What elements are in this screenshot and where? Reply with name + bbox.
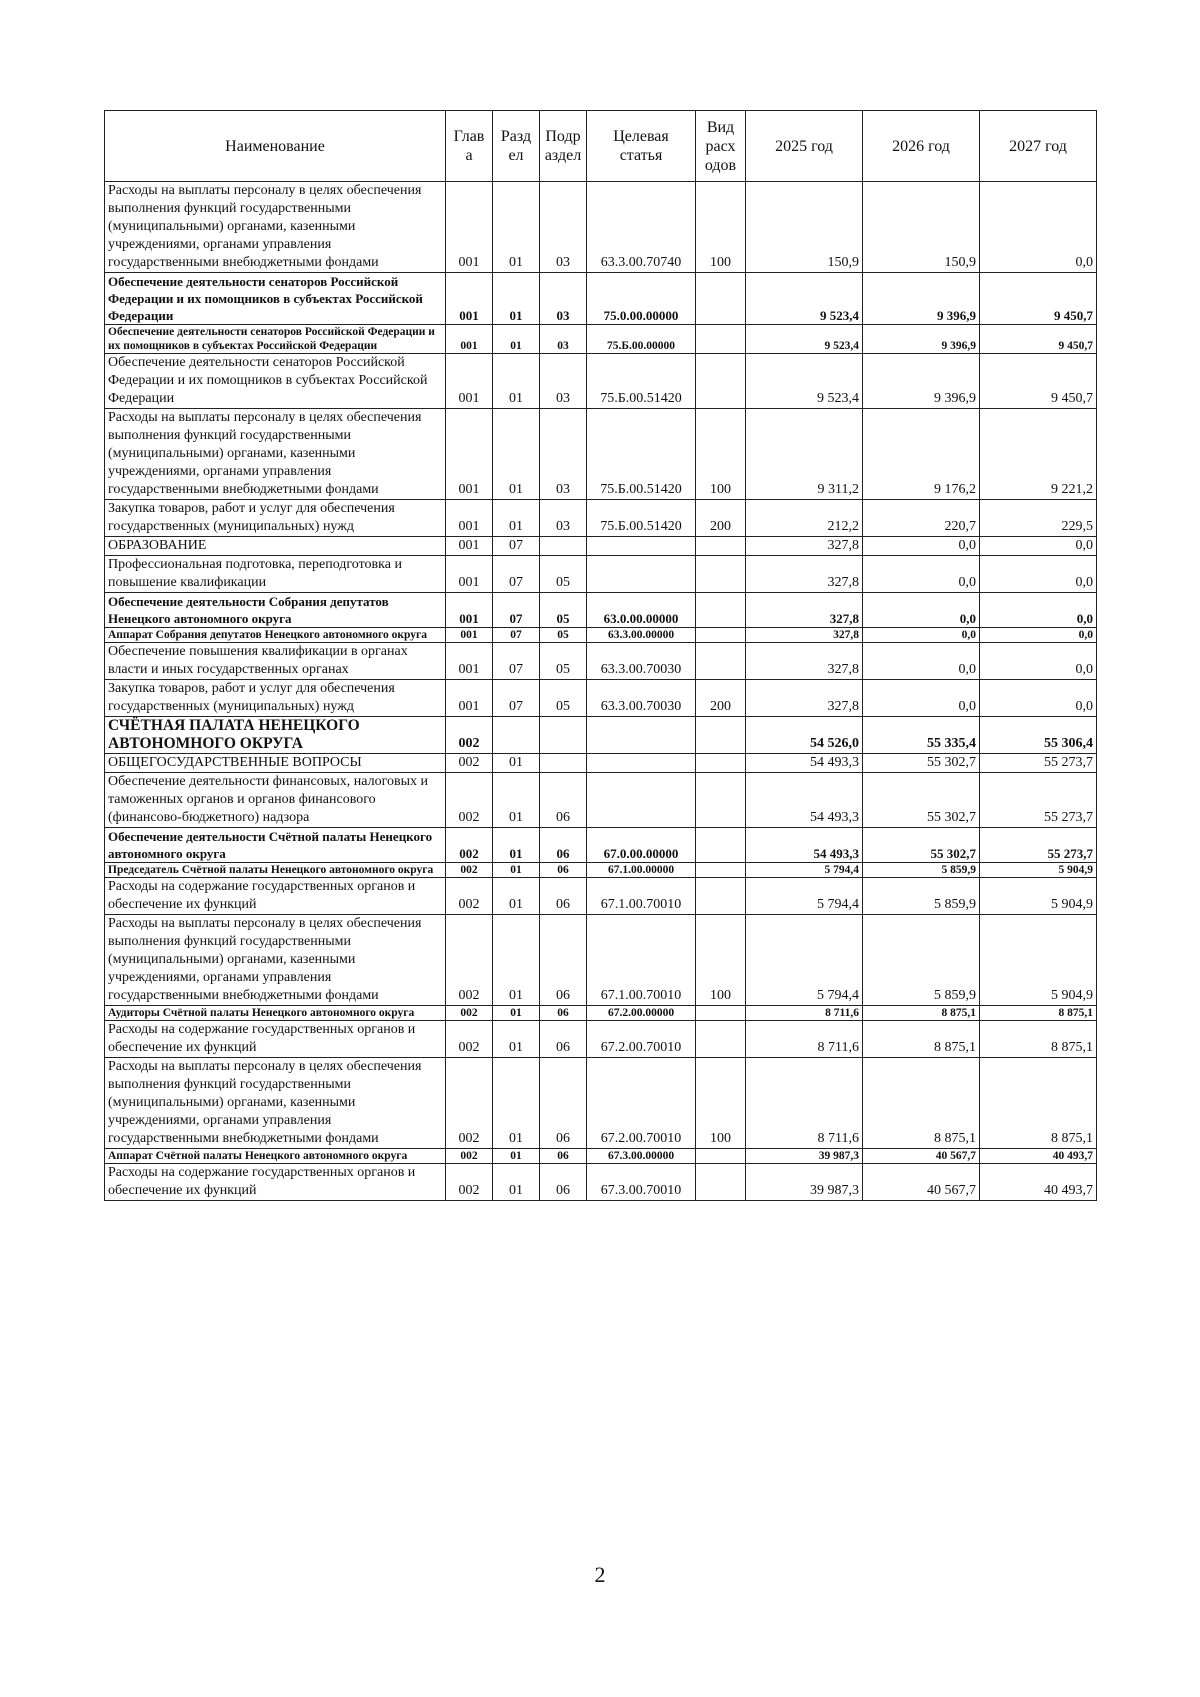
- header-vid-line-1: Вид: [706, 118, 735, 136]
- cell-vid: [696, 593, 746, 628]
- table-row: [105, 593, 1097, 628]
- cell-y2025: 5 794,4: [746, 863, 863, 878]
- cell-y2027: 8 875,1: [980, 1006, 1097, 1021]
- cell-podrazdel: 03: [540, 182, 587, 273]
- table-body: [105, 182, 1097, 1201]
- table-row: [105, 354, 1097, 409]
- cell-y2026: 55 335,4: [863, 717, 980, 754]
- table-row: [105, 273, 1097, 325]
- cell-glava: 002: [446, 915, 493, 1006]
- header-statya: [587, 111, 696, 182]
- header-2027: 2027 год: [980, 111, 1097, 182]
- cell-name: Расходы на выплаты персоналу в целях обеспечения выполнения функций государственными (муниципальными) органами, казенными учреждениями, органами управления государственными внебюджетными фондами: [105, 915, 446, 1006]
- header-name: Наименование: [105, 111, 446, 182]
- cell-glava: 002: [446, 878, 493, 915]
- table-row: [105, 182, 1097, 273]
- cell-statya: 67.1.00.70010: [587, 915, 696, 1006]
- table-row: [105, 1006, 1097, 1021]
- cell-y2026: 5 859,9: [863, 915, 980, 1006]
- header-glava-line-1: Глав: [453, 128, 485, 145]
- header-glava: [446, 111, 493, 182]
- cell-y2025: 212,2: [746, 500, 863, 537]
- cell-statya: 75.Б.00.00000: [587, 325, 696, 354]
- cell-y2026: 150,9: [863, 182, 980, 273]
- cell-y2025: 327,8: [746, 593, 863, 628]
- cell-glava: 002: [446, 773, 493, 828]
- table-row: [105, 325, 1097, 354]
- cell-y2025: 327,8: [746, 643, 863, 680]
- cell-statya: [587, 717, 696, 754]
- cell-podrazdel: 06: [540, 915, 587, 1006]
- cell-y2027: 8 875,1: [980, 1058, 1097, 1149]
- cell-name: ОБЩЕГОСУДАРСТВЕННЫЕ ВОПРОСЫ: [105, 754, 446, 773]
- cell-razdel: 07: [493, 593, 540, 628]
- cell-y2025: 8 711,6: [746, 1006, 863, 1021]
- cell-y2026: 8 875,1: [863, 1006, 980, 1021]
- table-row: [105, 915, 1097, 1006]
- cell-vid: 200: [696, 500, 746, 537]
- cell-vid: 100: [696, 182, 746, 273]
- cell-razdel: 01: [493, 773, 540, 828]
- table-row: [105, 717, 1097, 754]
- cell-glava: 002: [446, 863, 493, 878]
- cell-y2027: 0,0: [980, 182, 1097, 273]
- cell-y2026: 0,0: [863, 680, 980, 717]
- cell-razdel: 01: [493, 500, 540, 537]
- cell-y2025: 54 493,3: [746, 773, 863, 828]
- cell-vid: [696, 325, 746, 354]
- cell-y2025: 9 523,4: [746, 273, 863, 325]
- cell-vid: [696, 1149, 746, 1164]
- cell-razdel: 01: [493, 1006, 540, 1021]
- cell-podrazdel: 06: [540, 863, 587, 878]
- cell-vid: [696, 273, 746, 325]
- cell-y2025: 54 493,3: [746, 754, 863, 773]
- cell-y2027: 0,0: [980, 556, 1097, 593]
- cell-y2026: 5 859,9: [863, 863, 980, 878]
- cell-y2027: 9 450,7: [980, 354, 1097, 409]
- cell-podrazdel: 06: [540, 1006, 587, 1021]
- table-row: [105, 863, 1097, 878]
- cell-y2027: 55 273,7: [980, 773, 1097, 828]
- cell-podrazdel: 05: [540, 680, 587, 717]
- cell-statya: 67.2.00.70010: [587, 1021, 696, 1058]
- table-row: [105, 828, 1097, 863]
- cell-name: Председатель Счётной палаты Ненецкого автономного округа: [105, 863, 446, 878]
- cell-podrazdel: 05: [540, 593, 587, 628]
- cell-vid: [696, 754, 746, 773]
- cell-glava: 001: [446, 500, 493, 537]
- cell-y2025: 327,8: [746, 628, 863, 643]
- cell-y2027: 5 904,9: [980, 878, 1097, 915]
- cell-vid: [696, 828, 746, 863]
- cell-name: Закупка товаров, работ и услуг для обеспечения государственных (муниципальных) нужд: [105, 680, 446, 717]
- header-razdel-line-2: ел: [508, 147, 524, 164]
- cell-y2026: 55 302,7: [863, 828, 980, 863]
- table-row: [105, 500, 1097, 537]
- cell-y2025: 327,8: [746, 556, 863, 593]
- cell-glava: 002: [446, 1164, 493, 1201]
- cell-y2026: 5 859,9: [863, 878, 980, 915]
- table-row: [105, 643, 1097, 680]
- cell-razdel: 01: [493, 915, 540, 1006]
- cell-glava: 002: [446, 1006, 493, 1021]
- cell-y2026: 55 302,7: [863, 773, 980, 828]
- cell-y2026: 8 875,1: [863, 1021, 980, 1058]
- cell-y2027: 0,0: [980, 643, 1097, 680]
- cell-name: Обеспечение деятельности сенаторов Российской Федерации и их помощников в субъектах Российской Федерации: [105, 325, 446, 354]
- cell-podrazdel: 06: [540, 878, 587, 915]
- header-podrazdel-line-1: Подр: [545, 128, 581, 145]
- cell-name: Обеспечение деятельности сенаторов Российской Федерации и их помощников в субъектах Российской Федерации: [105, 273, 446, 325]
- cell-razdel: 01: [493, 863, 540, 878]
- cell-y2026: 9 396,9: [863, 325, 980, 354]
- cell-vid: [696, 1006, 746, 1021]
- cell-y2026: 9 396,9: [863, 273, 980, 325]
- header-2026: 2026 год: [863, 111, 980, 182]
- cell-podrazdel: 05: [540, 643, 587, 680]
- header-vid: [696, 111, 746, 182]
- cell-statya: [587, 754, 696, 773]
- cell-statya: 63.3.00.00000: [587, 628, 696, 643]
- cell-vid: [696, 628, 746, 643]
- cell-podrazdel: 06: [540, 1149, 587, 1164]
- table-row: [105, 878, 1097, 915]
- cell-y2027: 8 875,1: [980, 1021, 1097, 1058]
- cell-podrazdel: 03: [540, 354, 587, 409]
- table-row: [105, 1164, 1097, 1201]
- table-row: [105, 556, 1097, 593]
- cell-name: Обеспечение деятельности Собрания депутатов Ненецкого автономного округа: [105, 593, 446, 628]
- cell-razdel: 07: [493, 643, 540, 680]
- cell-vid: [696, 354, 746, 409]
- cell-vid: [696, 863, 746, 878]
- cell-glava: 001: [446, 409, 493, 500]
- cell-name: Обеспечение деятельности сенаторов Российской Федерации и их помощников в субъектах Российской Федерации: [105, 354, 446, 409]
- cell-glava: 002: [446, 1149, 493, 1164]
- cell-y2026: 220,7: [863, 500, 980, 537]
- cell-razdel: 01: [493, 754, 540, 773]
- cell-podrazdel: 06: [540, 828, 587, 863]
- cell-vid: 100: [696, 409, 746, 500]
- cell-glava: 001: [446, 556, 493, 593]
- header-razdel: [493, 111, 540, 182]
- cell-razdel: 01: [493, 1021, 540, 1058]
- cell-y2027: 9 450,7: [980, 273, 1097, 325]
- cell-statya: 75.Б.00.51420: [587, 500, 696, 537]
- cell-statya: 63.3.00.70030: [587, 643, 696, 680]
- header-podrazdel-line-2: аздел: [544, 147, 582, 164]
- cell-y2026: 8 875,1: [863, 1058, 980, 1149]
- cell-y2025: 54 493,3: [746, 828, 863, 863]
- cell-podrazdel: 03: [540, 500, 587, 537]
- cell-statya: 67.1.00.70010: [587, 878, 696, 915]
- cell-glava: 002: [446, 717, 493, 754]
- table-row: [105, 680, 1097, 717]
- header-row: [105, 111, 1097, 182]
- cell-statya: 67.3.00.70010: [587, 1164, 696, 1201]
- cell-y2025: 150,9: [746, 182, 863, 273]
- cell-name: Аппарат Счётной палаты Ненецкого автономного округа: [105, 1149, 446, 1164]
- cell-name: Расходы на содержание государственных органов и обеспечение их функций: [105, 878, 446, 915]
- cell-statya: 63.0.00.00000: [587, 593, 696, 628]
- cell-y2027: 40 493,7: [980, 1164, 1097, 1201]
- cell-name: Обеспечение повышения квалификации в органах власти и иных государственных органах: [105, 643, 446, 680]
- cell-statya: 75.Б.00.51420: [587, 354, 696, 409]
- cell-vid: [696, 556, 746, 593]
- table-row: [105, 409, 1097, 500]
- cell-y2025: 39 987,3: [746, 1164, 863, 1201]
- cell-y2027: 0,0: [980, 537, 1097, 556]
- cell-podrazdel: [540, 717, 587, 754]
- cell-statya: [587, 773, 696, 828]
- cell-statya: 67.0.00.00000: [587, 828, 696, 863]
- cell-name: Аппарат Собрания депутатов Ненецкого автономного округа: [105, 628, 446, 643]
- cell-vid: [696, 643, 746, 680]
- cell-y2026: 55 302,7: [863, 754, 980, 773]
- cell-vid: [696, 537, 746, 556]
- cell-statya: 63.3.00.70030: [587, 680, 696, 717]
- cell-razdel: 01: [493, 1149, 540, 1164]
- cell-glava: 001: [446, 628, 493, 643]
- cell-razdel: 01: [493, 354, 540, 409]
- cell-vid: [696, 1021, 746, 1058]
- cell-razdel: 01: [493, 1164, 540, 1201]
- cell-podrazdel: [540, 754, 587, 773]
- cell-vid: [696, 1164, 746, 1201]
- cell-glava: 002: [446, 1058, 493, 1149]
- cell-y2027: 5 904,9: [980, 915, 1097, 1006]
- cell-podrazdel: 05: [540, 628, 587, 643]
- cell-glava: 002: [446, 828, 493, 863]
- cell-razdel: 01: [493, 273, 540, 325]
- cell-name: Аудиторы Счётной палаты Ненецкого автономного округа: [105, 1006, 446, 1021]
- cell-podrazdel: 05: [540, 556, 587, 593]
- cell-podrazdel: 06: [540, 1058, 587, 1149]
- cell-razdel: 01: [493, 325, 540, 354]
- cell-razdel: 01: [493, 878, 540, 915]
- table-row: [105, 773, 1097, 828]
- cell-glava: 001: [446, 593, 493, 628]
- header-podrazdel: [540, 111, 587, 182]
- table-row: [105, 628, 1097, 643]
- cell-glava: 001: [446, 537, 493, 556]
- cell-y2025: 9 311,2: [746, 409, 863, 500]
- cell-y2027: 9 450,7: [980, 325, 1097, 354]
- table-row: [105, 754, 1097, 773]
- cell-statya: 67.2.00.70010: [587, 1058, 696, 1149]
- cell-razdel: 07: [493, 556, 540, 593]
- cell-y2026: 0,0: [863, 556, 980, 593]
- cell-name: Расходы на содержание государственных органов и обеспечение их функций: [105, 1021, 446, 1058]
- cell-name: Расходы на выплаты персоналу в целях обеспечения выполнения функций государственными (муниципальными) органами, казенными учреждениями, органами управления государственными внебюджетными фондами: [105, 182, 446, 273]
- cell-vid: [696, 773, 746, 828]
- cell-y2027: 229,5: [980, 500, 1097, 537]
- cell-razdel: 07: [493, 628, 540, 643]
- cell-glava: 001: [446, 325, 493, 354]
- header-vid-line-2: расх: [705, 137, 736, 155]
- cell-glava: 001: [446, 680, 493, 717]
- cell-name: Расходы на выплаты персоналу в целях обеспечения выполнения функций государственными (муниципальными) органами, казенными учреждениями, органами управления государственными внебюджетными фондами: [105, 409, 446, 500]
- cell-razdel: 01: [493, 1058, 540, 1149]
- cell-glava: 001: [446, 354, 493, 409]
- cell-statya: 67.1.00.00000: [587, 863, 696, 878]
- cell-glava: 001: [446, 643, 493, 680]
- table-row: [105, 537, 1097, 556]
- page-number: 2: [594, 1562, 606, 1587]
- cell-statya: 63.3.00.70740: [587, 182, 696, 273]
- cell-statya: 75.0.00.00000: [587, 273, 696, 325]
- header-statya-line-2: статья: [619, 147, 663, 164]
- cell-y2027: 55 273,7: [980, 828, 1097, 863]
- cell-statya: 67.2.00.00000: [587, 1006, 696, 1021]
- cell-y2026: 40 567,7: [863, 1149, 980, 1164]
- cell-razdel: [493, 717, 540, 754]
- cell-statya: 67.3.00.00000: [587, 1149, 696, 1164]
- cell-y2026: 9 396,9: [863, 354, 980, 409]
- cell-y2026: 9 176,2: [863, 409, 980, 500]
- cell-y2027: 55 306,4: [980, 717, 1097, 754]
- cell-name: Расходы на выплаты персоналу в целях обеспечения выполнения функций государственными (муниципальными) органами, казенными учреждениями, органами управления государственными внебюджетными фондами: [105, 1058, 446, 1149]
- cell-y2025: 8 711,6: [746, 1058, 863, 1149]
- cell-y2026: 0,0: [863, 643, 980, 680]
- cell-statya: 75.Б.00.51420: [587, 409, 696, 500]
- cell-podrazdel: 03: [540, 409, 587, 500]
- cell-podrazdel: 06: [540, 1021, 587, 1058]
- cell-y2025: 9 523,4: [746, 325, 863, 354]
- cell-vid: [696, 717, 746, 754]
- cell-name: Закупка товаров, работ и услуг для обеспечения государственных (муниципальных) нужд: [105, 500, 446, 537]
- cell-glava: 002: [446, 1021, 493, 1058]
- cell-vid: 100: [696, 1058, 746, 1149]
- table-row: [105, 1021, 1097, 1058]
- cell-y2026: 0,0: [863, 593, 980, 628]
- cell-y2027: 0,0: [980, 628, 1097, 643]
- cell-y2025: 5 794,4: [746, 878, 863, 915]
- cell-y2026: 0,0: [863, 628, 980, 643]
- cell-y2025: 9 523,4: [746, 354, 863, 409]
- header-vid-line-3: одов: [704, 156, 737, 174]
- cell-y2027: 9 221,2: [980, 409, 1097, 500]
- cell-y2027: 0,0: [980, 680, 1097, 717]
- cell-statya: [587, 537, 696, 556]
- cell-name: Обеспечение деятельности финансовых, налоговых и таможенных органов и органов финансового (финансово-бюджетного) надзора: [105, 773, 446, 828]
- header-razdel-line-1: Разд: [500, 128, 532, 145]
- table-row: [105, 1058, 1097, 1149]
- cell-razdel: 07: [493, 537, 540, 556]
- header-glava-line-2: а: [465, 147, 473, 164]
- budget-table-sheet: [104, 110, 1096, 1201]
- cell-name: Обеспечение деятельности Счётной палаты Ненецкого автономного округа: [105, 828, 446, 863]
- cell-name: Расходы на содержание государственных органов и обеспечение их функций: [105, 1164, 446, 1201]
- cell-podrazdel: [540, 537, 587, 556]
- cell-y2027: 0,0: [980, 593, 1097, 628]
- cell-y2025: 5 794,4: [746, 915, 863, 1006]
- cell-y2027: 55 273,7: [980, 754, 1097, 773]
- cell-y2026: 0,0: [863, 537, 980, 556]
- cell-y2026: 40 567,7: [863, 1164, 980, 1201]
- cell-glava: 001: [446, 182, 493, 273]
- cell-y2025: 54 526,0: [746, 717, 863, 754]
- cell-razdel: 01: [493, 409, 540, 500]
- cell-y2025: 327,8: [746, 537, 863, 556]
- cell-name: ОБРАЗОВАНИЕ: [105, 537, 446, 556]
- cell-razdel: 01: [493, 828, 540, 863]
- budget-table: [104, 110, 1097, 1201]
- cell-y2025: 39 987,3: [746, 1149, 863, 1164]
- header-statya-line-1: Целевая: [613, 128, 669, 145]
- cell-glava: 002: [446, 754, 493, 773]
- cell-name: Профессиональная подготовка, переподготовка и повышение квалификации: [105, 556, 446, 593]
- cell-vid: 100: [696, 915, 746, 1006]
- cell-vid: [696, 878, 746, 915]
- cell-y2027: 40 493,7: [980, 1149, 1097, 1164]
- table-row: [105, 1149, 1097, 1164]
- cell-podrazdel: 03: [540, 273, 587, 325]
- cell-podrazdel: 06: [540, 773, 587, 828]
- cell-razdel: 01: [493, 182, 540, 273]
- header-2025: 2025 год: [746, 111, 863, 182]
- cell-podrazdel: 06: [540, 1164, 587, 1201]
- cell-podrazdel: 03: [540, 325, 587, 354]
- cell-statya: [587, 556, 696, 593]
- cell-vid: 200: [696, 680, 746, 717]
- cell-name: СЧЁТНАЯ ПАЛАТА НЕНЕЦКОГО АВТОНОМНОГО ОКРУГА: [105, 717, 446, 754]
- cell-y2025: 8 711,6: [746, 1021, 863, 1058]
- cell-razdel: 07: [493, 680, 540, 717]
- cell-y2027: 5 904,9: [980, 863, 1097, 878]
- cell-glava: 001: [446, 273, 493, 325]
- cell-y2025: 327,8: [746, 680, 863, 717]
